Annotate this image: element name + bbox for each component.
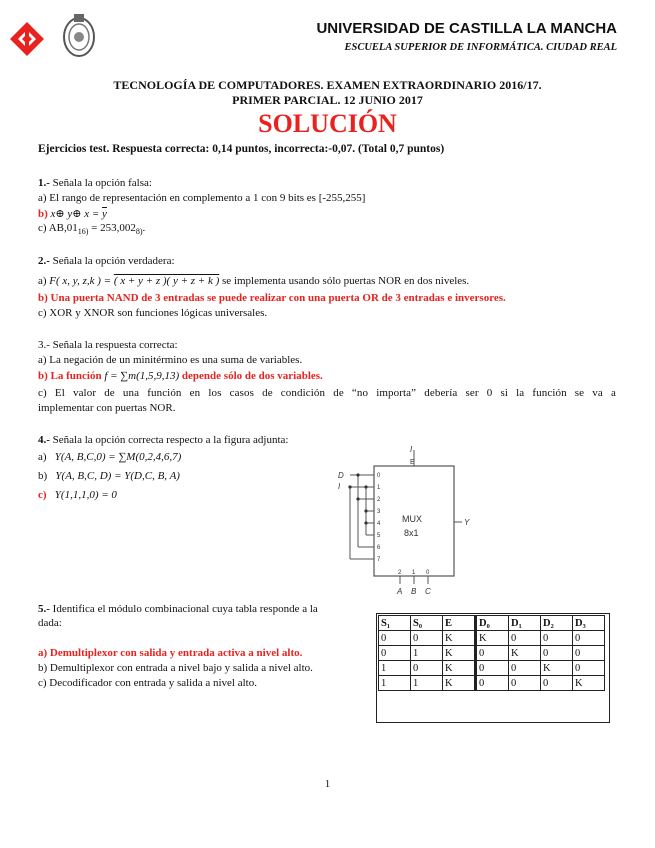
table-cell: 0 [379,646,411,661]
q1-stem: 1.- Señala la opción falsa: [38,177,152,189]
table-cell: K [443,646,476,661]
table-row [379,676,605,691]
q2-option-c: c) XOR y XNOR son funciones lógicas universales. [38,307,268,319]
mux-sel-B: B [411,587,417,596]
university-name: UNIVERSIDAD DE CASTILLA LA MANCHA [316,20,617,37]
q4-option-c: c) Y(1,1,1,0) = 0 [38,489,117,501]
table-cell: 0 [411,661,443,676]
table-cell: 0 [379,631,411,646]
mux-input-7: 7 [377,557,381,563]
q5-stem-line1: 5.- Identifica el módulo combinacional cuya tabla responde a la [38,603,318,615]
q2-stem: 2.- Señala la opción verdadera: [38,255,175,267]
table-header-row [379,616,605,631]
q1-option-b: b) x⊕ y⊕ $x = \overline{y}$ [38,208,107,220]
mux-size: 8x1 [404,528,419,538]
mux-enable-input-label: I [410,446,413,454]
mux-input-5: 5 [377,533,381,539]
q3-option-c-line1: c) El valor de una función en los casos de condición de “no importa” debería ser 0 si la función se va a [38,387,616,399]
table-cell: K [541,661,573,676]
q3-option-b: b) La función f = ∑m(1,5,9,13) depende sólo de dos variables. [38,370,323,382]
mux-8x1-diagram [334,446,494,596]
table-row [379,631,605,646]
mux-input-4: 4 [377,521,381,527]
table-cell: S₁ [379,616,411,631]
mux-output-label: Y [464,518,470,527]
table-cell: K [443,676,476,691]
q3-option-c-line2: implementar con puertas NOR. [38,402,176,414]
mux-sel-num-1: 1 [412,570,416,576]
table-cell: 0 [541,646,573,661]
table-cell: 1 [411,676,443,691]
table-row [379,646,605,661]
mux-input-2: 2 [377,497,381,503]
page-number: 1 [324,778,331,790]
uclm-logo [8,20,46,58]
q5-option-a: a) Demultiplexor con salida y entrada activa a nivel alto. [38,647,303,659]
table-cell: E [443,616,476,631]
mux-input-6: 6 [377,545,381,551]
table-cell: 0 [541,631,573,646]
solution-heading: SOLUCIÓN [258,109,397,138]
q4-option-a: a) Y(A, B,C,0) = ∑M(0,2,4,6,7) [38,451,182,463]
mux-input-I-label: I [338,482,341,491]
table-cell: 0 [509,676,541,691]
scoring-instructions: Ejercicios test. Respuesta correcta: 0,14 puntos, incorrecta:-0,07. (Total 0,7 puntos) [38,143,445,155]
q5-option-c: c) Decodificador con entrada y salida a nivel alto. [38,677,257,689]
q4-option-b: b) Y(A, B,C, D) = Y(D,C, B, A) [38,470,180,482]
table-cell: 0 [509,661,541,676]
truth-table [378,615,605,691]
table-cell: K [443,631,476,646]
q4-stem: 4.- Señala la opción correcta respecto a la figura adjunta: [38,434,289,446]
table-cell: D₂ [541,616,573,631]
table-cell: K [509,646,541,661]
q3-option-a: a) La negación de un minitérmino es una suma de variables. [38,354,303,366]
table-cell: 0 [476,661,509,676]
mux-enable-label: E [410,459,415,466]
table-cell: 0 [573,646,605,661]
school-name: ESCUELA SUPERIOR DE INFORMÁTICA. CIUDAD REAL [344,42,617,53]
q2-option-b: b) Una puerta NAND de 3 entradas se puede realizar con una puerta OR de 3 entradas e inversores. [38,292,506,304]
table-cell: K [573,676,605,691]
table-cell: 1 [379,676,411,691]
table-cell: 0 [476,646,509,661]
seal-logo [62,12,96,58]
table-cell: D₃ [573,616,605,631]
table-cell: 1 [411,646,443,661]
mux-input-D-label: D [338,471,344,480]
q1-option-c: c) $AB,01_{16)} = 253,002_{8)}$. [38,222,146,237]
exam-title: TECNOLOGÍA DE COMPUTADORES. EXAMEN EXTRAORDINARIO 2016/17. [113,78,542,92]
table-cell: 0 [573,631,605,646]
mux-sel-C: C [425,587,431,596]
table-cell: 0 [476,676,509,691]
q3-stem: 3.- Señala la respuesta correcta: [38,339,178,351]
table-cell: 0 [541,676,573,691]
mux-sel-num-2: 2 [398,570,402,576]
table-cell: 1 [379,661,411,676]
exam-subtitle: PRIMER PARCIAL. 12 JUNIO 2017 [232,93,423,107]
table-cell: 0 [411,631,443,646]
mux-input-0: 0 [377,473,381,479]
mux-title: MUX [402,514,422,524]
table-cell: S₀ [411,616,443,631]
table-cell: K [476,631,509,646]
table-cell: D₀ [476,616,509,631]
mux-input-1: 1 [377,485,381,491]
mux-input-3: 3 [377,509,381,515]
q5-option-b: b) Demultiplexor con entrada a nivel bajo y salida a nivel alto. [38,662,313,674]
q1-option-a: a) El rango de representación en complemento a 1 con 9 bits es [-255,255] [38,192,366,204]
q5-stem-line2: dada: [38,617,62,629]
mux-sel-A: A [397,587,403,596]
table-cell: 0 [573,661,605,676]
table-cell: 0 [509,631,541,646]
q2-option-a: a) F( x, y, z,k ) = ( x + y + z )( y + z + k ) se implementa usando sólo puertas NOR en dos niveles. [38,275,470,287]
table-cell: K [443,661,476,676]
mux-sel-num-0: 0 [426,570,430,576]
table-row [379,661,605,676]
table-cell: D₁ [509,616,541,631]
